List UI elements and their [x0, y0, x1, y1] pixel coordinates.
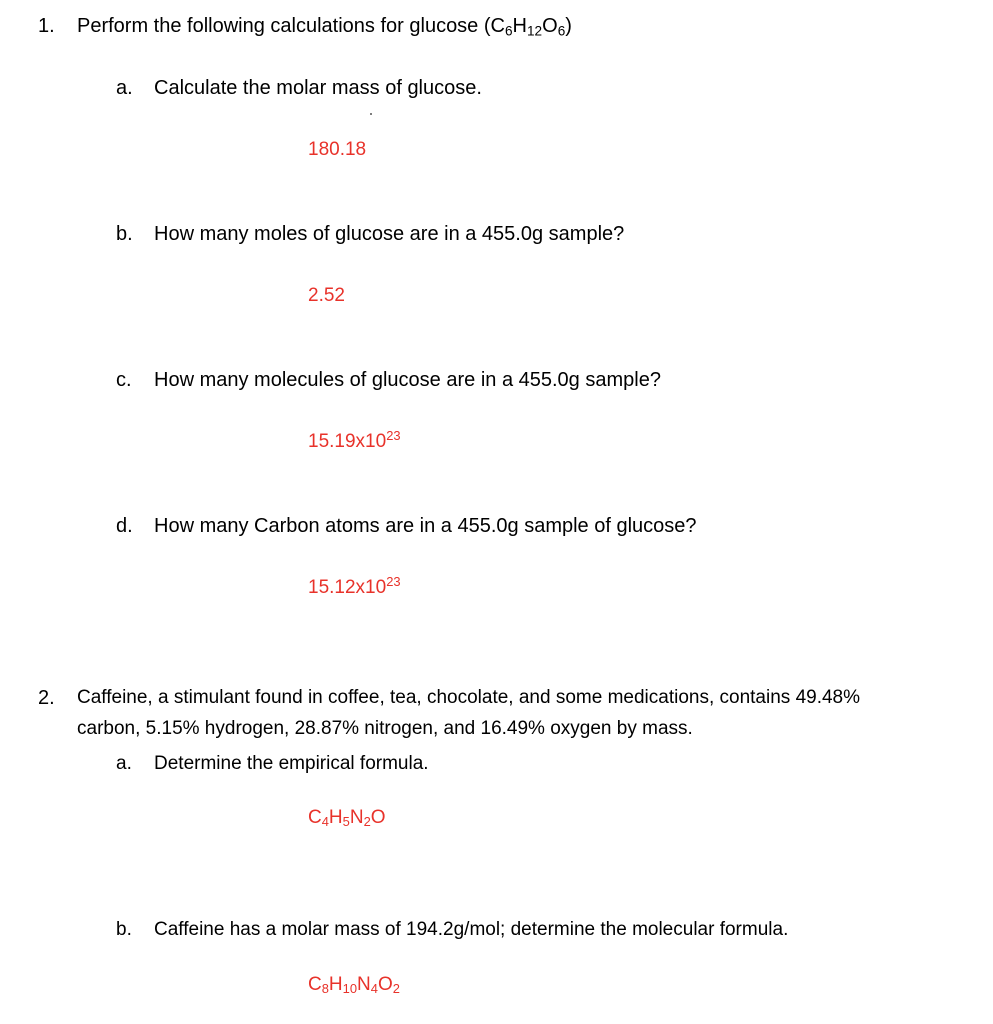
- part-1c-question: How many molecules of glucose are in a 455.0g sample?: [154, 369, 661, 391]
- formula-element: O: [542, 15, 558, 37]
- formula-subscript: 6: [557, 23, 566, 39]
- formula-subscript: 4: [370, 981, 378, 997]
- formula-element: N: [349, 807, 364, 828]
- glucose-formula: [491, 15, 566, 37]
- question-1-prompt: Perform the following calculations for glucose (: [77, 15, 491, 37]
- part-2a-label: a.: [116, 753, 132, 774]
- formula-element: O: [370, 807, 386, 828]
- formula-element: H: [328, 807, 343, 828]
- formula-element: C: [490, 15, 505, 37]
- formula-element: C: [308, 974, 322, 995]
- part-2b-label: b.: [116, 919, 132, 940]
- part-2b-question: Caffeine has a molar mass of 194.2g/mol; determine the molecular formula.: [154, 919, 789, 940]
- answer-1c: [308, 427, 401, 454]
- part-1d-question: How many Carbon atoms are in a 455.0g sample of glucose?: [154, 515, 697, 537]
- formula-element: H: [512, 15, 527, 37]
- answer-1c-base: 15.19x10: [308, 431, 387, 452]
- formula-subscript: 4: [321, 814, 329, 830]
- part-1d-label: d.: [116, 515, 133, 537]
- formula-subscript: 8: [321, 981, 329, 997]
- question-2-number: 2.: [38, 687, 55, 709]
- answer-1b: 2.52: [308, 285, 345, 306]
- question-1-number: 1.: [38, 15, 55, 37]
- formula-subscript: 6: [504, 23, 513, 39]
- answer-1a: 180.18: [308, 139, 367, 160]
- answer-1d-base: 15.12x10: [308, 577, 387, 598]
- formula-subscript: 10: [342, 981, 358, 997]
- formula-element: H: [328, 974, 343, 995]
- formula-element: N: [357, 974, 371, 995]
- answer-2a: [308, 806, 386, 830]
- formula-element: C: [308, 807, 322, 828]
- answer-1c-exponent: 23: [386, 427, 401, 443]
- question-1-text: [77, 14, 572, 38]
- question-2-line-2: carbon, 5.15% hydrogen, 28.87% nitrogen, and 16.49% oxygen by mass.: [77, 718, 693, 739]
- part-1b-label: b.: [116, 223, 133, 245]
- part-2a-question: Determine the empirical formula.: [154, 753, 429, 774]
- question-1-prompt-end: ): [565, 15, 572, 37]
- answer-1d-exponent: 23: [386, 573, 401, 589]
- answer-1d: [308, 573, 401, 600]
- stray-mark: [370, 113, 372, 115]
- part-1a-label: a.: [116, 77, 133, 99]
- formula-element: O: [377, 974, 393, 995]
- part-1b-question: How many moles of glucose are in a 455.0g sample?: [154, 223, 625, 245]
- formula-subscript: 5: [342, 814, 350, 830]
- answer-2b: [308, 973, 400, 997]
- part-1a-question: Calculate the molar mass of glucose.: [154, 77, 482, 99]
- formula-subscript: 2: [363, 814, 371, 830]
- formula-subscript: 12: [527, 23, 543, 39]
- question-2-line-1: Caffeine, a stimulant found in coffee, tea, chocolate, and some medications, contains 49.48%: [77, 687, 861, 708]
- formula-subscript: 2: [392, 981, 400, 997]
- part-1c-label: c.: [116, 369, 132, 391]
